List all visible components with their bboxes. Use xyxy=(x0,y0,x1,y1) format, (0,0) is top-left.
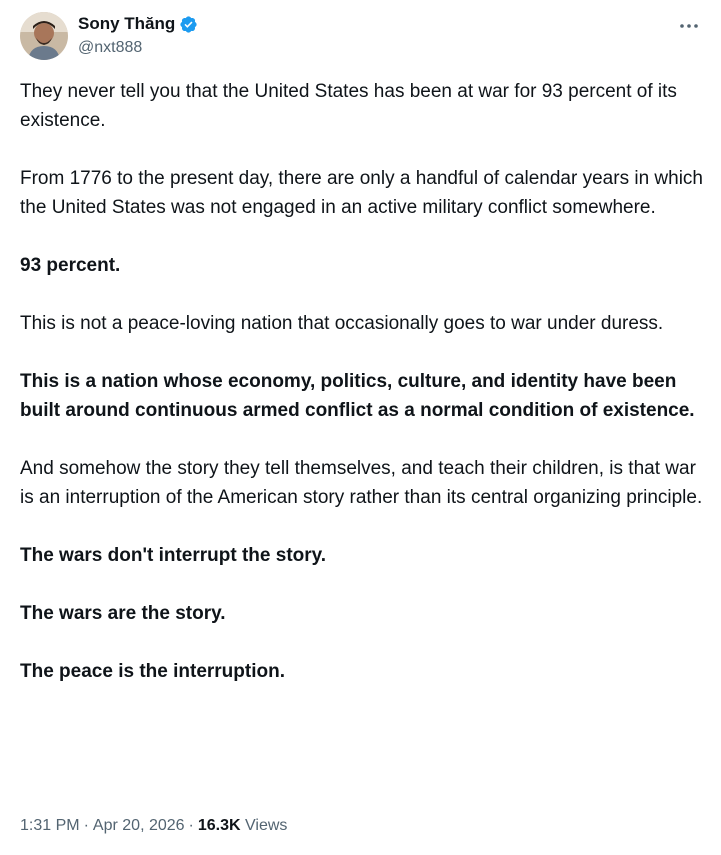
author-names xyxy=(78,13,198,59)
tweet-text xyxy=(20,77,705,715)
tweet-paragraph: The wars don't interrupt the story. xyxy=(20,545,327,566)
views-count: 16.3K xyxy=(197,817,241,834)
tweet-date[interactable]: Apr 20, 2026 xyxy=(92,817,185,834)
tweet-paragraph: 93 percent. xyxy=(20,255,121,276)
author-handle[interactable]: @nxt888 xyxy=(78,39,143,56)
tweet-paragraph: They never tell you that the United States has been at war for 93 percent of its existence. xyxy=(20,81,677,131)
views-label: Views xyxy=(245,817,288,834)
meta-separator: · xyxy=(83,817,89,834)
profile-photo-icon xyxy=(20,12,68,60)
tweet-time[interactable]: 1:31 PM xyxy=(20,817,80,834)
verified-badge-icon[interactable] xyxy=(179,15,198,34)
tweet-paragraph: This is not a peace-loving nation that occasionally goes to war under duress. xyxy=(20,313,664,334)
tweet-header xyxy=(20,12,700,62)
display-name[interactable]: Sony Thăng xyxy=(78,14,176,33)
tweet-paragraph: And somehow the story they tell themselves, and teach their children, is that war is an interruption of the American story rather than its central organizing principle. xyxy=(20,458,703,508)
tweet-paragraph: The wars are the story. xyxy=(20,603,226,624)
more-options-icon[interactable] xyxy=(678,16,700,36)
name-row xyxy=(78,13,198,35)
tweet-paragraph: This is a nation whose economy, politics, culture, and identity have been built around continuous armed conflict as a normal condition of existence. xyxy=(20,371,695,421)
tweet-paragraph: From 1776 to the present day, there are only a handful of calendar years in which the United States was not engaged in an active military conflict somewhere. xyxy=(20,168,703,218)
tweet-paragraph: The peace is the interruption. xyxy=(20,661,285,682)
meta-separator: · xyxy=(188,817,194,834)
tweet-meta xyxy=(20,815,287,837)
avatar[interactable] xyxy=(20,12,68,60)
